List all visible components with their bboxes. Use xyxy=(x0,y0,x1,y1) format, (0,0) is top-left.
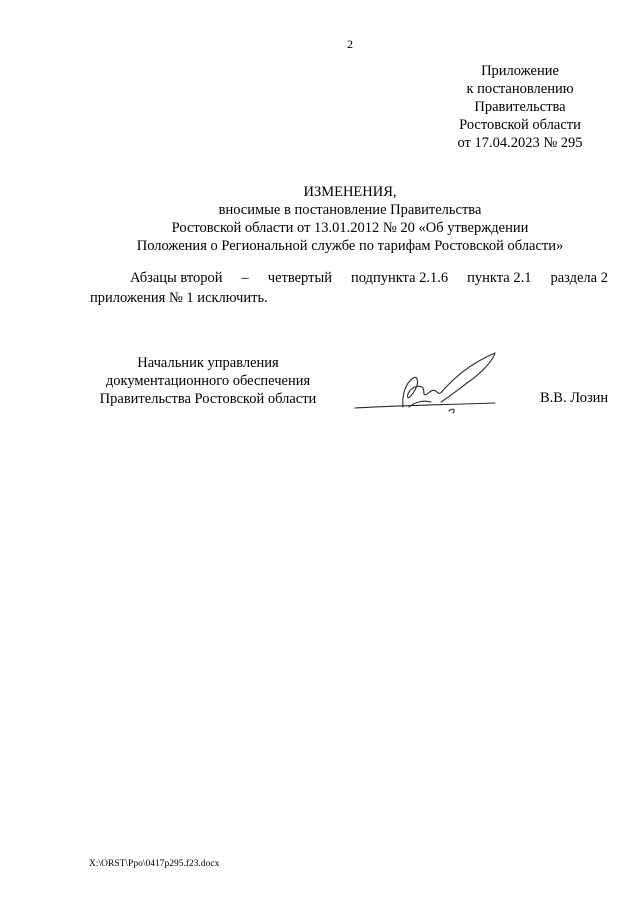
appendix-line: Приложение xyxy=(481,63,559,79)
page-number: 2 xyxy=(347,37,353,51)
body-word: подпункта 2.1.6 xyxy=(350,270,449,286)
signer-position-line: Начальник управления xyxy=(137,355,279,371)
appendix-date-line: от 17.04.2023 № 295 xyxy=(457,135,583,151)
title-heading: ИЗМЕНЕНИЯ, xyxy=(303,184,397,200)
signer-position xyxy=(88,354,328,408)
title-line: вносимые в постановление Правительства xyxy=(218,202,482,218)
appendix-block xyxy=(420,62,620,152)
body-line-1 xyxy=(90,268,608,288)
signer-name: В.В. Лозин xyxy=(540,390,609,406)
title-line: Ростовской области от 13.01.2012 № 20 «Об утверждении xyxy=(171,220,529,236)
appendix-line: Ростовской области xyxy=(459,117,581,133)
handwritten-signature xyxy=(345,350,515,425)
document-title xyxy=(90,183,610,255)
body-word: пункта 2.1 xyxy=(467,270,532,286)
file-path: X:\ORST\Ppo\0417p295.f23.docx xyxy=(89,859,220,869)
body-word: Абзацы второй xyxy=(130,270,223,286)
appendix-line: Правительства xyxy=(474,99,566,115)
body-word: четвертый xyxy=(267,270,332,286)
body-line-2: приложения № 1 исключить. xyxy=(90,290,268,306)
body-word: – xyxy=(241,270,249,286)
signer-position-line: документационного обеспечения xyxy=(105,373,311,389)
title-line: Положения о Региональной службе по тарифам Ростовской области» xyxy=(136,238,564,254)
appendix-line: к постановлению xyxy=(466,81,574,97)
body-paragraph xyxy=(90,268,608,308)
signer-position-line: Правительства Ростовской области xyxy=(99,391,317,407)
body-word: раздела 2 xyxy=(550,270,608,286)
